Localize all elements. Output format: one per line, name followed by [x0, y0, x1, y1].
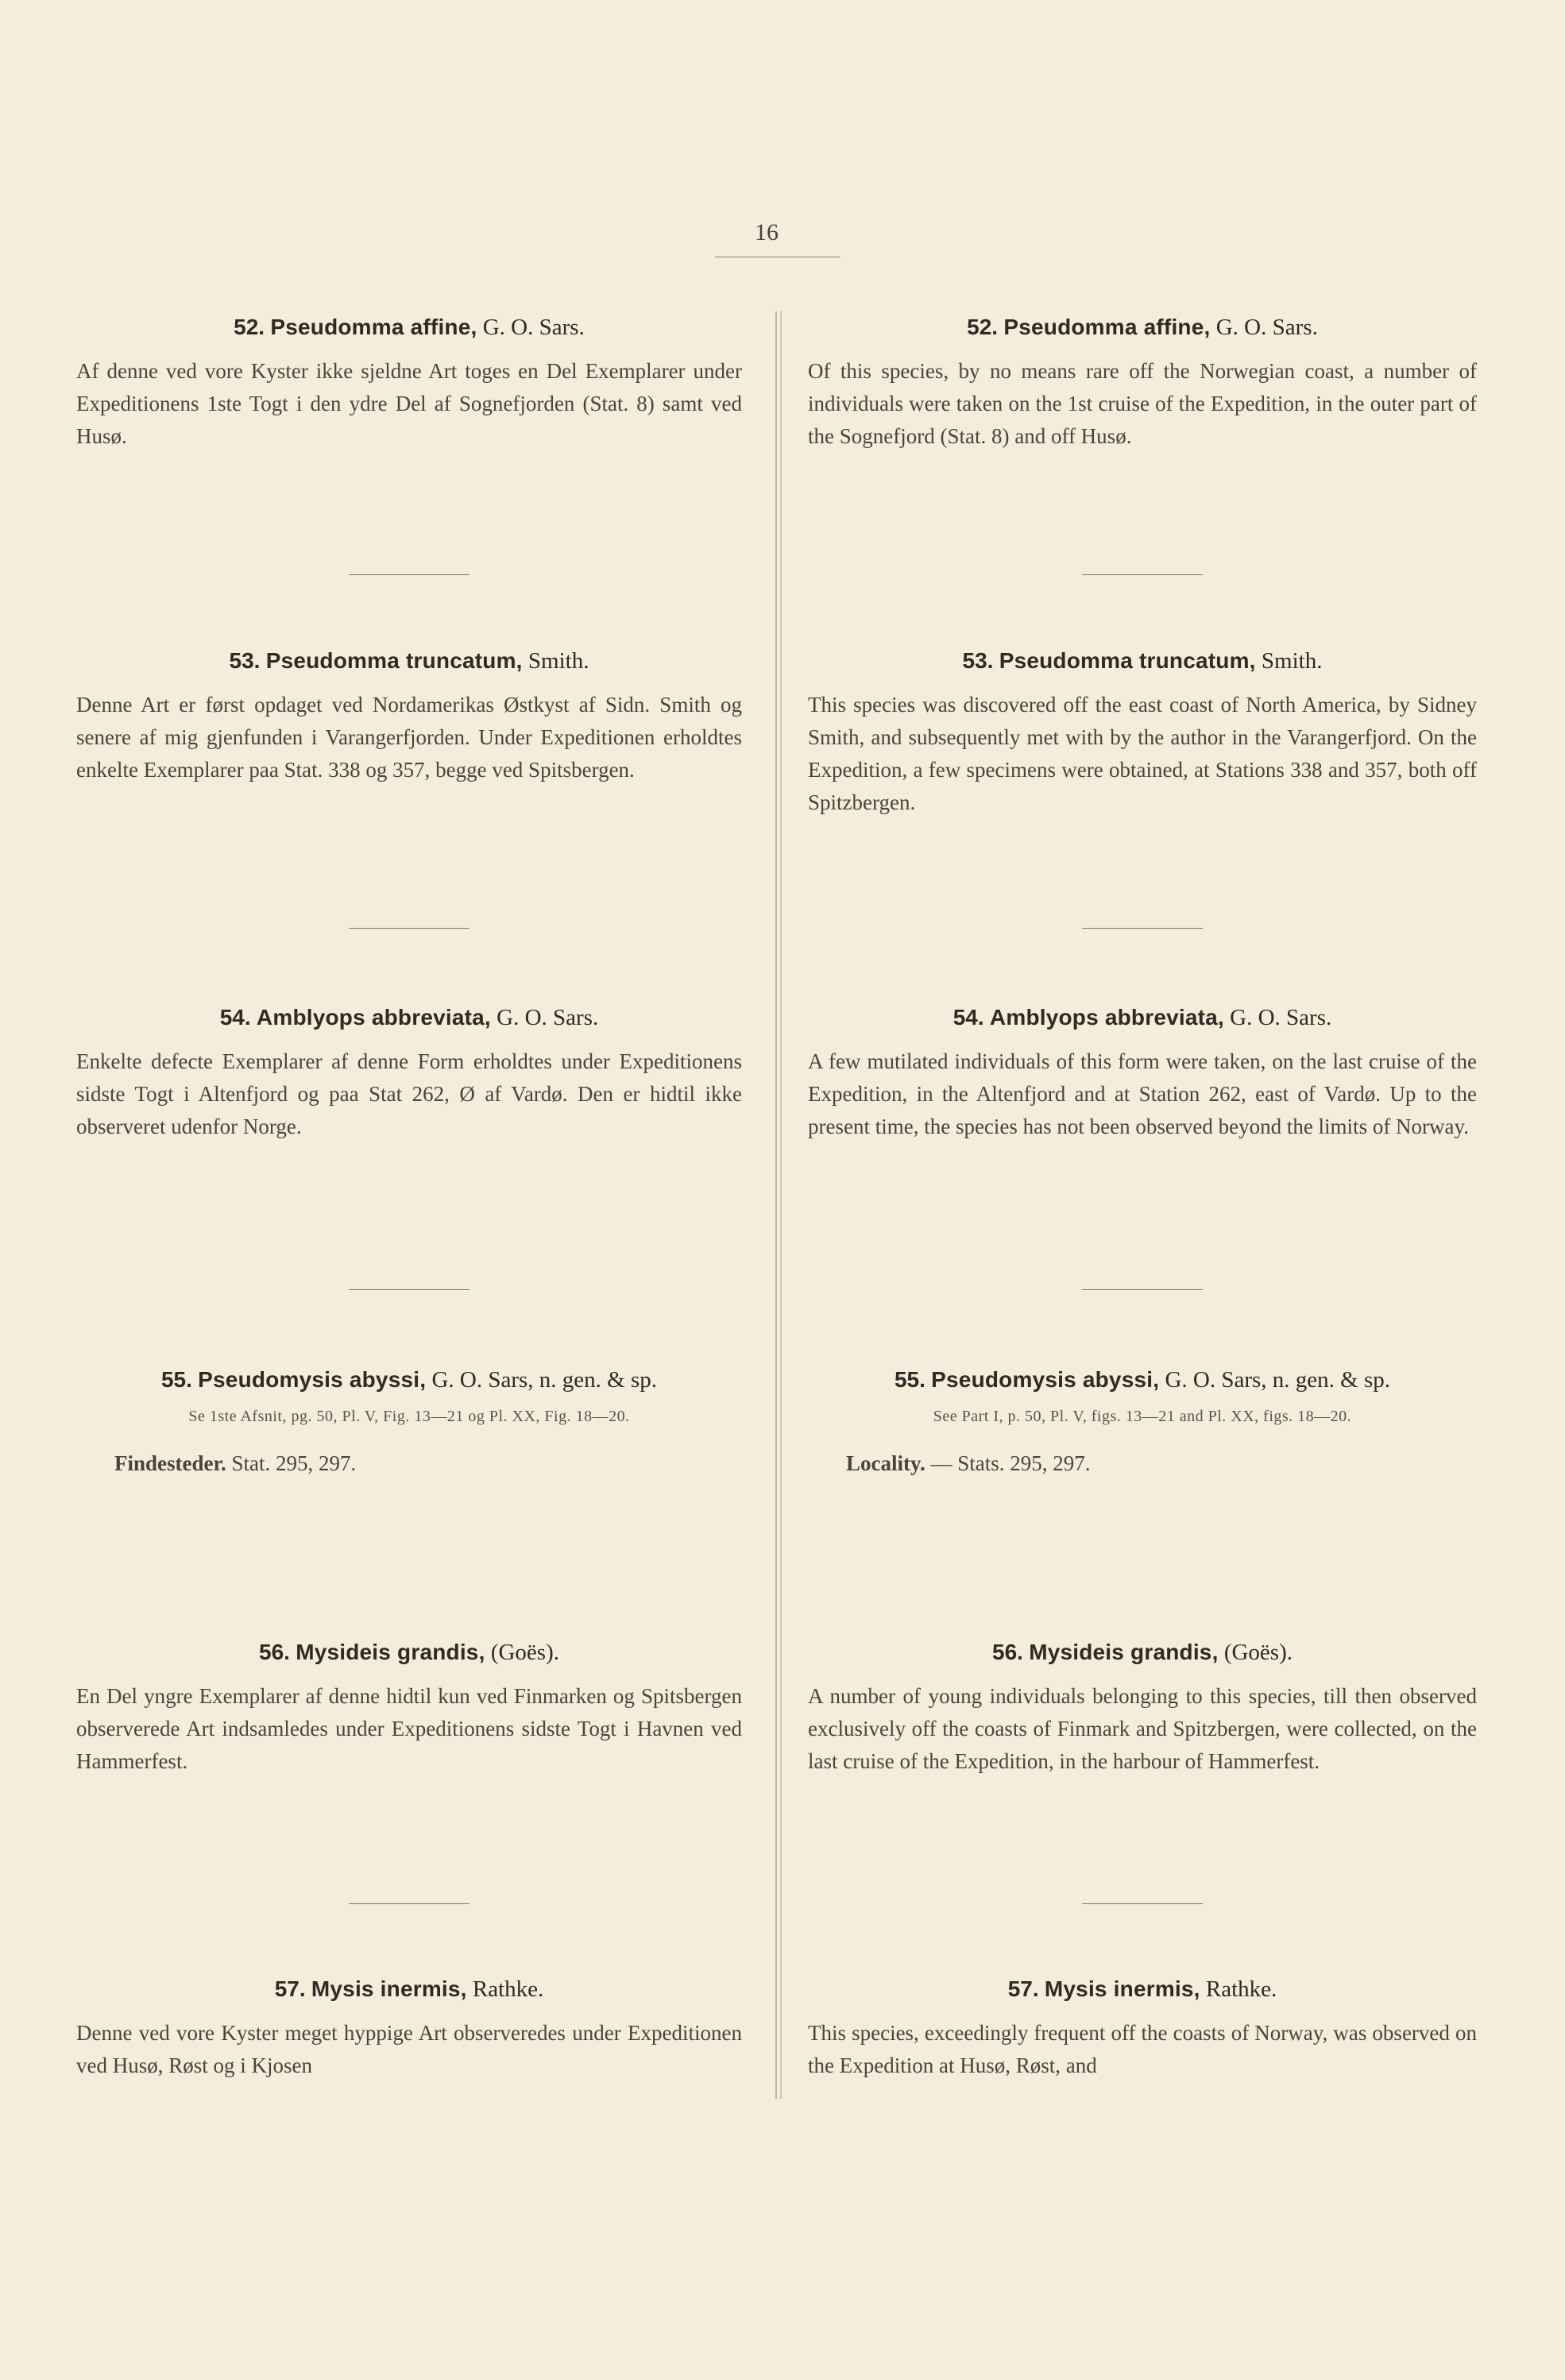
entry-number: 52.	[967, 315, 999, 339]
entry-text: Of this species, by no means rare off the Norwegian coast, a number of individuals were taken on the 1st cruise of the Expedition, in the outer part of the Sognefjord (Stat. 8) and off Husø.	[808, 359, 1477, 448]
entry-heading	[808, 1976, 1477, 2003]
separator-rule	[349, 574, 470, 575]
species-name: Mysideis grandis,	[1029, 1640, 1219, 1664]
entry-53-no	[76, 648, 742, 786]
entry-text: This species, exceedingly frequent off the coasts of Norway, was observed on the Expedition at Husø, Røst, and	[808, 2021, 1477, 2077]
entry-53-en	[808, 648, 1477, 819]
entry-number: 53.	[229, 648, 261, 673]
entry-text: This species was discovered off the east coast of North America, by Sidney Smith, and subsequently met with by the author in the Varangerfjord. On the Expedition, a few specimens were obtained, at Stations 338 and 357, both off Spitzbergen.	[808, 693, 1477, 814]
entry-heading	[76, 1005, 742, 1031]
entry-text: Denne Art er først opdaget ved Nordamerikas Østkyst af Sidn. Smith og senere af mig gjenfunden i Varangerfjorden. Under Expeditionen erholdtes enkelte Exemplarer paa Stat. 338 og 357, begge ved Spitsbergen.	[76, 693, 742, 782]
locality-value: — Stats. 295, 297.	[925, 1451, 1091, 1475]
species-author: G. O. Sars.	[1210, 315, 1318, 340]
separator-rule	[1082, 928, 1203, 929]
entry-text: A number of young individuals belonging to this species, till then observed exclusively off the coasts of Finmark and Spitzbergen, were collected, on the last cruise of the Expedition, in the harbour of Hammerfest.	[808, 1684, 1477, 1773]
entry-56-no	[76, 1640, 742, 1778]
entry-number: 55.	[160, 1367, 192, 1392]
entry-number: 57.	[274, 1976, 306, 2001]
species-author: Rathke.	[466, 1976, 544, 2002]
entry-number: 54.	[219, 1005, 251, 1030]
entry-52-en	[808, 315, 1477, 453]
locality-line	[846, 1451, 1477, 1476]
species-name: Pseudomysis abyssi,	[931, 1367, 1160, 1392]
page-number: 16	[755, 219, 779, 245]
species-name: Pseudomma affine,	[1003, 315, 1211, 339]
entry-number: 56.	[992, 1640, 1023, 1664]
entry-heading	[808, 1640, 1477, 1666]
entry-number: 56.	[259, 1640, 290, 1664]
entry-heading	[76, 1976, 742, 2003]
species-name: Pseudomma truncatum,	[999, 648, 1256, 673]
separator-rule	[1082, 1289, 1203, 1290]
entry-heading	[808, 1005, 1477, 1031]
species-author: Smith.	[1255, 648, 1323, 674]
species-author: (Goës).	[1218, 1640, 1293, 1665]
species-author: Rathke.	[1200, 1976, 1277, 2002]
species-name: Pseudomysis abyssi,	[198, 1367, 427, 1392]
species-name: Mysis inermis,	[311, 1976, 467, 2001]
entry-heading	[808, 1367, 1477, 1393]
entry-text: En Del yngre Exemplarer af denne hidtil kun ved Finmarken og Spitsbergen observerede Art indsamledes under Expeditionens sidste Togt i Havnen ved Hammerfest.	[76, 1684, 742, 1773]
species-name: Pseudomma affine,	[270, 315, 477, 339]
species-author: G. O. Sars.	[477, 315, 585, 340]
species-author: G. O. Sars, n. gen. & sp.	[426, 1367, 658, 1393]
entry-55-en	[808, 1367, 1477, 1476]
column-divider-inner	[780, 311, 782, 2099]
entry-heading	[76, 648, 742, 674]
entry-56-en	[808, 1640, 1477, 1778]
species-author: G. O. Sars.	[1223, 1005, 1332, 1030]
entry-heading	[76, 1640, 742, 1666]
species-name: Amblyops abbreviata,	[989, 1005, 1224, 1030]
entry-number: 57.	[1007, 1976, 1039, 2001]
entry-57-en	[808, 1976, 1477, 2082]
species-name: Mysis inermis,	[1044, 1976, 1200, 2001]
locality-line	[114, 1451, 742, 1476]
entry-number: 54.	[953, 1005, 984, 1030]
species-author: G. O. Sars, n. gen. & sp.	[1159, 1367, 1391, 1393]
entry-number: 53.	[962, 648, 994, 673]
species-author: (Goës).	[485, 1640, 559, 1665]
separator-rule	[1082, 574, 1203, 575]
figure-reference: See Part I, p. 50, Pl. V, figs. 13—21 and Pl. XX, figs. 18—20.	[933, 1408, 1352, 1425]
separator-rule	[349, 1903, 470, 1904]
entry-57-no	[76, 1976, 742, 2082]
entry-number: 55.	[894, 1367, 925, 1392]
separator-rule	[1082, 1903, 1203, 1904]
figure-reference: Se 1ste Afsnit, pg. 50, Pl. V, Fig. 13—21 og Pl. XX, Fig. 18—20.	[188, 1408, 630, 1425]
entry-52-no	[76, 315, 742, 453]
entry-54-en	[808, 1005, 1477, 1143]
entry-heading	[808, 648, 1477, 674]
entry-54-no	[76, 1005, 742, 1143]
separator-rule	[349, 928, 470, 929]
entry-text: Denne ved vore Kyster meget hyppige Art observeredes under Expeditionen ved Husø, Røst og i Kjosen	[76, 2021, 742, 2077]
entry-heading	[808, 315, 1477, 341]
locality-value: Stat. 295, 297.	[226, 1451, 357, 1475]
entry-text: Af denne ved vore Kyster ikke sjeldne Art toges en Del Exemplarer under Expeditionens 1ste Togt i den ydre Del af Sognefjorden (Stat. 8) samt ved Husø.	[76, 359, 742, 448]
entry-heading	[76, 315, 742, 341]
entry-heading	[76, 1367, 742, 1393]
entry-number: 52.	[234, 315, 265, 339]
separator-rule	[349, 1289, 470, 1290]
species-name: Pseudomma truncatum,	[265, 648, 523, 673]
entry-text: Enkelte defecte Exemplarer af denne Form erholdtes under Expeditionens sidste Togt i Altenfjord og paa Stat 262, Ø af Vardø. Den er hidtil ikke observeret udenfor Norge.	[76, 1049, 742, 1138]
species-author: G. O. Sars.	[490, 1005, 599, 1030]
entry-55-no	[76, 1367, 742, 1476]
column-divider	[775, 311, 777, 2099]
locality-label: Locality.	[846, 1451, 925, 1475]
species-name: Mysideis grandis,	[296, 1640, 485, 1664]
locality-label: Findesteder.	[114, 1451, 226, 1475]
species-name: Amblyops abbreviata,	[256, 1005, 491, 1030]
species-author: Smith.	[522, 648, 589, 674]
entry-text: A few mutilated individuals of this form were taken, on the last cruise of the Expedition, in the Altenfjord and at Station 262, east of Vardø. Up to the present time, the species has not been observed beyond the limits of Norway.	[808, 1049, 1477, 1138]
